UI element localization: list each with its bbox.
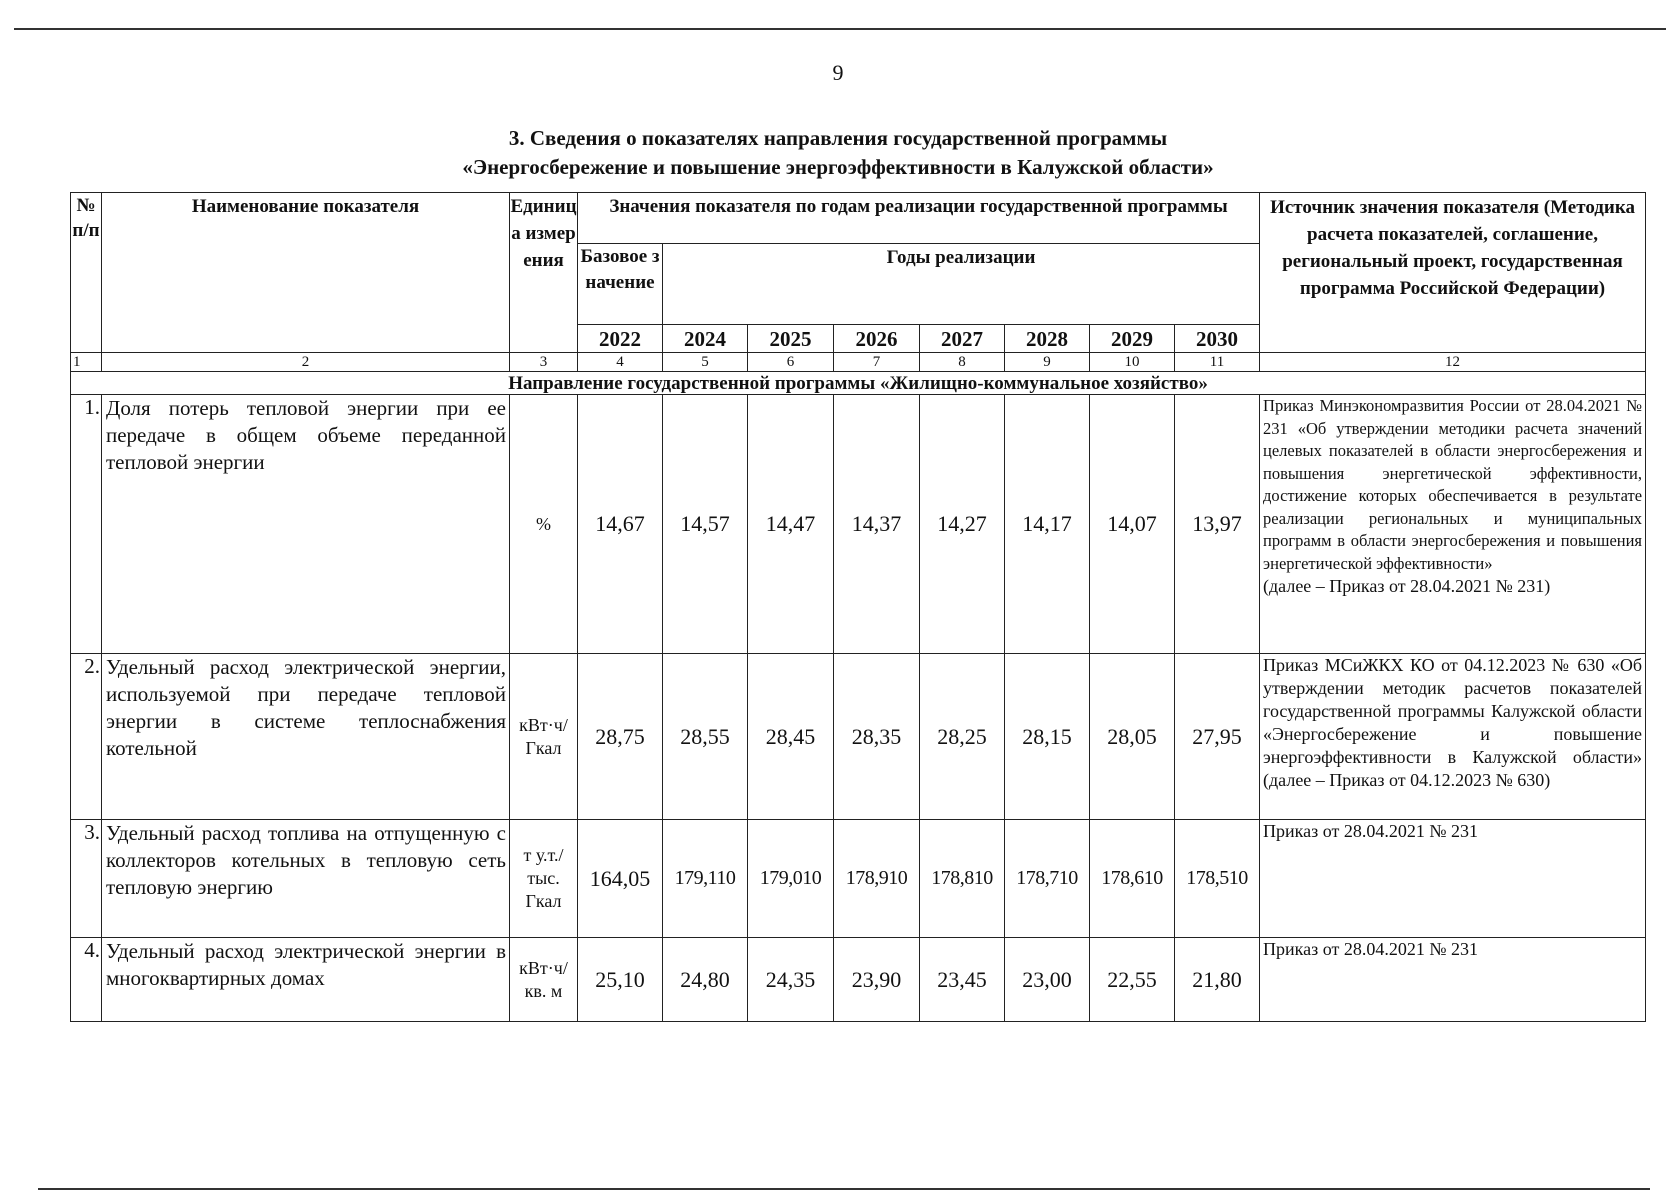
value-cell: 22,55 (1090, 938, 1175, 1022)
indicator-source (1260, 820, 1646, 938)
indicator-unit: % (510, 395, 578, 654)
year-cell: 2024 (663, 325, 748, 353)
indicator-source (1260, 654, 1646, 820)
value-cell: 23,45 (920, 938, 1005, 1022)
value-cell: 28,45 (748, 654, 834, 820)
value-cell: 178,510 (1175, 820, 1260, 938)
value-cell: 179,110 (663, 820, 748, 938)
value-cell: 28,35 (834, 654, 920, 820)
table-row (71, 654, 1646, 820)
header-name: Наименование показателя (102, 193, 510, 353)
document-title (0, 124, 1676, 182)
value-cell: 179,010 (748, 820, 834, 938)
value-cell: 24,80 (663, 938, 748, 1022)
year-cell: 2025 (748, 325, 834, 353)
value-cell: 178,710 (1005, 820, 1090, 938)
year-cell: 2026 (834, 325, 920, 353)
indicator-name: Удельный расход топлива на отпущенную с коллекторов котельных в тепловую сеть тепловую энергию (102, 820, 510, 938)
indicator-name: Удельный расход электрической энергии, используемой при передаче тепловой энергии в системе теплоснабжения котельной (102, 654, 510, 820)
header-no: № п/п (71, 193, 102, 353)
indicator-source (1260, 395, 1646, 654)
column-number: 5 (663, 353, 748, 372)
header-values-group: Значения показателя по годам реализации государственной программы (578, 193, 1260, 244)
column-number: 7 (834, 353, 920, 372)
column-number: 3 (510, 353, 578, 372)
row-number: 1. (71, 395, 102, 654)
source-text: Приказ от 28.04.2021 № 231 (1263, 939, 1479, 959)
indicator-unit: кВт·ч/ кв. м (510, 938, 578, 1022)
table-row (71, 395, 1646, 654)
value-cell: 14,27 (920, 395, 1005, 654)
column-number: 2 (102, 353, 510, 372)
column-number: 10 (1090, 353, 1175, 372)
value-cell: 28,05 (1090, 654, 1175, 820)
year-cell: 2029 (1090, 325, 1175, 353)
value-cell: 14,57 (663, 395, 748, 654)
source-text: Приказ Минэкономразвития России от 28.04.2021 № 231 «Об утверждении методики расчета значений целевых показателей в области энергосбережения и повышения энергетической эффективности, достижение которых обеспечивается в результате реализации региональных и муниципальных программ в области энергосбережения и повышения энергетической эффективности» (1263, 396, 1643, 573)
bottom-rule (38, 1188, 1650, 1190)
title-line-2: «Энергосбережение и повышение энергоэффективности в Калужской области» (462, 155, 1214, 179)
top-rule (14, 28, 1666, 30)
source-note: (далее – Приказ от 28.04.2021 № 231) (1263, 576, 1551, 596)
year-cell: 2030 (1175, 325, 1260, 353)
indicator-unit: кВт·ч/ Гкал (510, 654, 578, 820)
value-cell: 14,67 (578, 395, 663, 654)
section-title: Направление государственной программы «Жилищно-коммунальное хозяйство» (71, 372, 1646, 395)
column-number: 9 (1005, 353, 1090, 372)
source-text: Приказ МСиЖКХ КО от 04.12.2023 № 630 «Об утверждении методик расчетов показателей государственной программы Калужской области «Энергосбережение и повышение энергоэффективности в Калужской области» (далее – Приказ от 04.12.2023 № 630) (1263, 655, 1643, 790)
year-cell: 2022 (578, 325, 663, 353)
value-cell: 178,810 (920, 820, 1005, 938)
header-row-1 (71, 193, 1646, 244)
indicator-name: Доля потерь тепловой энергии при ее передаче в общем объеме переданной тепловой энергии (102, 395, 510, 654)
column-numbers-row (71, 353, 1646, 372)
header-source: Источник значения показателя (Методика расчета показателей, соглашение, региональный проект, государственная программа Российской Федерации) (1260, 193, 1646, 353)
value-cell: 28,25 (920, 654, 1005, 820)
column-number: 11 (1175, 353, 1260, 372)
column-number: 6 (748, 353, 834, 372)
indicator-source (1260, 938, 1646, 1022)
value-cell: 27,95 (1175, 654, 1260, 820)
table-row (71, 938, 1646, 1022)
value-cell: 14,37 (834, 395, 920, 654)
value-cell: 178,910 (834, 820, 920, 938)
header-unit: Единица измерения (510, 193, 578, 353)
indicators-table (70, 192, 1646, 1022)
source-text: Приказ от 28.04.2021 № 231 (1263, 821, 1479, 841)
indicator-name: Удельный расход электрической энергии в многоквартирных домах (102, 938, 510, 1022)
page-number: 9 (832, 60, 844, 85)
header-base: Базовое значение (578, 244, 663, 325)
value-cell: 28,75 (578, 654, 663, 820)
row-number: 2. (71, 654, 102, 820)
value-cell: 25,10 (578, 938, 663, 1022)
column-number: 4 (578, 353, 663, 372)
header-years-group: Годы реализации (663, 244, 1260, 325)
value-cell: 14,17 (1005, 395, 1090, 654)
value-cell: 23,00 (1005, 938, 1090, 1022)
value-cell: 21,80 (1175, 938, 1260, 1022)
row-number: 3. (71, 820, 102, 938)
value-cell: 14,47 (748, 395, 834, 654)
indicator-unit: т у.т./ тыс. Гкал (510, 820, 578, 938)
value-cell: 28,15 (1005, 654, 1090, 820)
value-cell: 178,610 (1090, 820, 1175, 938)
value-cell: 23,90 (834, 938, 920, 1022)
value-cell: 164,05 (578, 820, 663, 938)
value-cell: 24,35 (748, 938, 834, 1022)
year-cell: 2028 (1005, 325, 1090, 353)
column-number: 12 (1260, 353, 1646, 372)
column-number: 1 (71, 353, 102, 372)
row-number: 4. (71, 938, 102, 1022)
column-number: 8 (920, 353, 1005, 372)
title-line-1: 3. Сведения о показателях направления государственной программы (508, 126, 1168, 150)
value-cell: 14,07 (1090, 395, 1175, 654)
year-cell: 2027 (920, 325, 1005, 353)
section-row (71, 372, 1646, 395)
table-row (71, 820, 1646, 938)
value-cell: 28,55 (663, 654, 748, 820)
value-cell: 13,97 (1175, 395, 1260, 654)
